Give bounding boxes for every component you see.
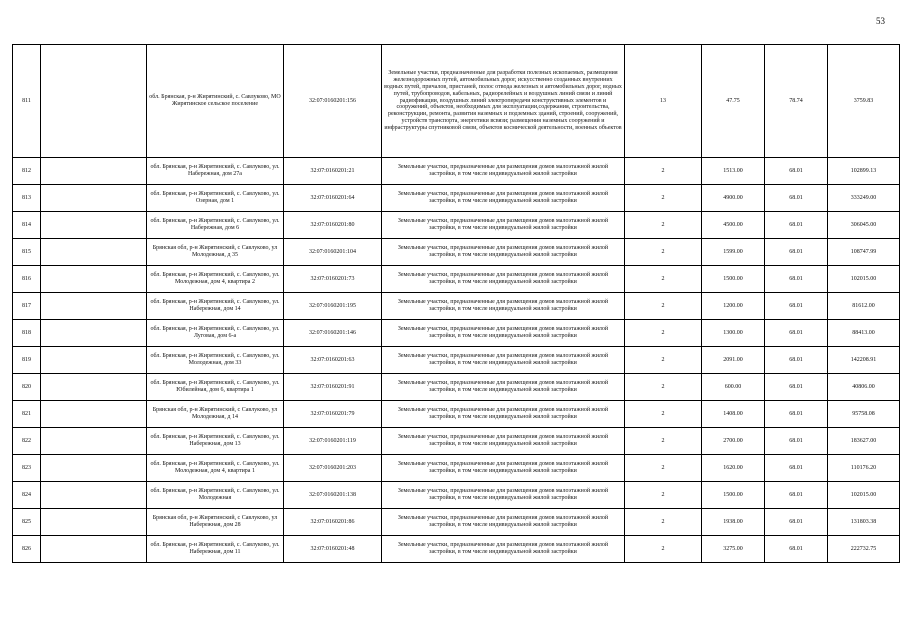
row-number-cell: 823 [13,455,41,482]
row-number-cell: 826 [13,536,41,563]
rate-cell: 68.01 [765,347,828,374]
land-use-cell: Земельные участки, предназначенные для размещения домов малоэтажной жилой застройки, в том числе индивидуальной жилой застройки [382,347,625,374]
cadastral-number-cell: 32:07:0160201:146 [284,320,382,347]
blank-cell [41,185,147,212]
table-row [13,212,900,239]
land-use-cell: Земельные участки, предназначенные для размещения домов малоэтажной жилой застройки, в том числе индивидуальной жилой застройки [382,509,625,536]
land-use-cell: Земельные участки, предназначенные для размещения домов малоэтажной жилой застройки, в том числе индивидуальной жилой застройки [382,158,625,185]
use-group-cell: 2 [625,185,702,212]
use-group-cell: 2 [625,320,702,347]
address-cell: обл. Брянская, р-н Жирятинский, с. Савлуково, ул. Молодежная, дом 4, квартира 1 [147,455,284,482]
cadastral-number-cell: 32:07:0160201:79 [284,401,382,428]
land-use-cell: Земельные участки, предназначенные для размещения домов малоэтажной жилой застройки, в том числе индивидуальной жилой застройки [382,293,625,320]
use-group-cell: 2 [625,455,702,482]
rate-cell: 68.01 [765,374,828,401]
area-cell: 1500.00 [702,482,765,509]
cadastral-number-cell: 32:07:0160201:119 [284,428,382,455]
blank-cell [41,482,147,509]
area-cell: 600.00 [702,374,765,401]
area-cell: 1500.00 [702,266,765,293]
row-number-cell: 811 [13,45,41,158]
blank-cell [41,374,147,401]
rate-cell: 68.01 [765,482,828,509]
cadastral-value-cell: 102899.13 [828,158,900,185]
cadastral-value-cell: 102015.00 [828,482,900,509]
land-use-cell: Земельные участки, предназначенные для разработки полезных ископаемых, размещения железнодорожных путей, автомобильных дорог, искусственно созданных внутренних водных путей, причалов, пристаней, полос отвода железных и автомобильных дорог, водных путей, трубопроводов, кабельных, радиорелейных и воздушных линий связи и линий радиофикации, воздушных линий электропередачи конструктивных элементов и сооружений, объектов, необходимых для эксплуатации,содержания, строительства, реконструкции, ремонта, развития наземных и подземных зданий, строений, сооружений, устройств транспорта, энергетики всвязи; размещения наземных сооружений и инфраструктуры спутниковой связи, объектов космической деятельности, военных объектов [382,45,625,158]
area-cell: 4900.00 [702,185,765,212]
land-use-cell: Земельные участки, предназначенные для размещения домов малоэтажной жилой застройки, в том числе индивидуальной жилой застройки [382,185,625,212]
row-number-cell: 814 [13,212,41,239]
blank-cell [41,509,147,536]
cadastral-number-cell: 32:07:0160201:64 [284,185,382,212]
cadastral-value-cell: 222732.75 [828,536,900,563]
row-number-cell: 821 [13,401,41,428]
land-use-cell: Земельные участки, предназначенные для размещения домов малоэтажной жилой застройки, в том числе индивидуальной жилой застройки [382,374,625,401]
area-cell: 47.75 [702,45,765,158]
use-group-cell: 2 [625,536,702,563]
land-use-cell: Земельные участки, предназначенные для размещения домов малоэтажной жилой застройки, в том числе индивидуальной жилой застройки [382,482,625,509]
land-use-cell: Земельные участки, предназначенные для размещения домов малоэтажной жилой застройки, в том числе индивидуальной жилой застройки [382,212,625,239]
cadastral-value-cell: 102015.00 [828,266,900,293]
use-group-cell: 2 [625,509,702,536]
address-cell: обл. Брянская, р-н Жирятинский, с. Савлуково, ул. Набережная, дом 27а [147,158,284,185]
blank-cell [41,212,147,239]
blank-cell [41,536,147,563]
rate-cell: 68.01 [765,239,828,266]
cadastral-value-cell: 306045.00 [828,212,900,239]
row-number-cell: 818 [13,320,41,347]
blank-cell [41,158,147,185]
rate-cell: 68.01 [765,185,828,212]
address-cell: обл. Брянская, р-н Жирятинский, с. Савлуково, ул. Набережная, дом 14 [147,293,284,320]
use-group-cell: 13 [625,45,702,158]
rate-cell: 68.01 [765,401,828,428]
land-use-cell: Земельные участки, предназначенные для размещения домов малоэтажной жилой застройки, в том числе индивидуальной жилой застройки [382,428,625,455]
use-group-cell: 2 [625,212,702,239]
blank-cell [41,320,147,347]
area-cell: 1513.00 [702,158,765,185]
cadastral-number-cell: 32:07:0160201:203 [284,455,382,482]
table-row [13,45,900,158]
table-row [13,293,900,320]
table-row [13,482,900,509]
address-cell: обл. Брянская, р-н Жирятинский, с. Савлуково, ул. Набережная, дом 13 [147,428,284,455]
blank-cell [41,293,147,320]
cadastral-value-cell: 183627.00 [828,428,900,455]
cadastral-number-cell: 32:07:0160201:86 [284,509,382,536]
area-cell: 2091.00 [702,347,765,374]
row-number-cell: 822 [13,428,41,455]
address-cell: обл. Брянская, р-н Жирятинский, с. Савлуково, ул. Озерная, дом 1 [147,185,284,212]
table-row [13,266,900,293]
address-cell: обл. Брянская, р-н Жирятинский, с. Савлуково, ул. Луговая, дом 6-а [147,320,284,347]
cadastral-number-cell: 32:07:0160201:91 [284,374,382,401]
cadastral-value-cell: 110176.20 [828,455,900,482]
cadastral-value-cell: 333249.00 [828,185,900,212]
table-row [13,374,900,401]
use-group-cell: 2 [625,158,702,185]
cadastral-number-cell: 32:07:0160201:73 [284,266,382,293]
land-use-cell: Земельные участки, предназначенные для размещения домов малоэтажной жилой застройки, в том числе индивидуальной жилой застройки [382,536,625,563]
area-cell: 1200.00 [702,293,765,320]
row-number-cell: 824 [13,482,41,509]
cadastral-number-cell: 32:07:0160201:104 [284,239,382,266]
land-use-cell: Земельные участки, предназначенные для размещения домов малоэтажной жилой застройки, в том числе индивидуальной жилой застройки [382,455,625,482]
rate-cell: 68.01 [765,536,828,563]
cadastral-number-cell: 32:07:0160201:63 [284,347,382,374]
row-number-cell: 813 [13,185,41,212]
table-row [13,536,900,563]
address-cell: обл. Брянская, р-н Жирятинский, с. Савлуково, ул. Молодежная, дом 4, квартира 2 [147,266,284,293]
table-row [13,185,900,212]
rate-cell: 68.01 [765,266,828,293]
cadastral-value-cell: 88413.00 [828,320,900,347]
rate-cell: 68.01 [765,320,828,347]
use-group-cell: 2 [625,293,702,320]
cadastral-value-cell: 40806.00 [828,374,900,401]
cadastral-number-cell: 32:07:0160201:156 [284,45,382,158]
address-cell: Брянская обл, р-н Жирятинский, с Савлуково, ул Молодежная, д 14 [147,401,284,428]
blank-cell [41,45,147,158]
rate-cell: 68.01 [765,455,828,482]
blank-cell [41,428,147,455]
rate-cell: 68.01 [765,158,828,185]
area-cell: 3275.00 [702,536,765,563]
address-cell: обл. Брянская, р-н Жирятинский, с. Савлуково, ул. Молодежная, дом 33 [147,347,284,374]
table-row [13,401,900,428]
blank-cell [41,266,147,293]
cadastral-value-cell: 131803.38 [828,509,900,536]
table-row [13,239,900,266]
table-row [13,347,900,374]
use-group-cell: 2 [625,347,702,374]
address-cell: обл. Брянская, р-н Жирятинский, с. Савлуково, ул. Молодежная [147,482,284,509]
table-row [13,455,900,482]
land-use-cell: Земельные участки, предназначенные для размещения домов малоэтажной жилой застройки, в том числе индивидуальной жилой застройки [382,239,625,266]
area-cell: 1300.00 [702,320,765,347]
blank-cell [41,401,147,428]
blank-cell [41,347,147,374]
use-group-cell: 2 [625,482,702,509]
cadastral-value-cell: 3759.83 [828,45,900,158]
row-number-cell: 825 [13,509,41,536]
area-cell: 1620.00 [702,455,765,482]
land-use-cell: Земельные участки, предназначенные для размещения домов малоэтажной жилой застройки, в том числе индивидуальной жилой застройки [382,320,625,347]
address-cell: обл. Брянская, р-н Жирятинский, с. Савлуково, ул. Набережная, дом 6 [147,212,284,239]
land-use-cell: Земельные участки, предназначенные для размещения домов малоэтажной жилой застройки, в том числе индивидуальной жилой застройки [382,266,625,293]
row-number-cell: 812 [13,158,41,185]
table-row [13,320,900,347]
cadastral-number-cell: 32:07:0160201:21 [284,158,382,185]
row-number-cell: 817 [13,293,41,320]
row-number-cell: 815 [13,239,41,266]
address-cell: Брянская обл, р-н Жирятинский, с Савлуково, ул Молодежная, д 35 [147,239,284,266]
row-number-cell: 820 [13,374,41,401]
table-row [13,428,900,455]
address-cell: обл. Брянская, р-н Жирятинский, с. Савлуково, ул. Набережная, дом 11 [147,536,284,563]
area-cell: 4500.00 [702,212,765,239]
table-row [13,158,900,185]
cadastral-value-cell: 81612.00 [828,293,900,320]
row-number-cell: 816 [13,266,41,293]
area-cell: 1938.00 [702,509,765,536]
cadastral-number-cell: 32:07:0160201:195 [284,293,382,320]
use-group-cell: 2 [625,266,702,293]
area-cell: 1408.00 [702,401,765,428]
rate-cell: 78.74 [765,45,828,158]
table-row [13,509,900,536]
table-body [13,45,900,563]
row-number-cell: 819 [13,347,41,374]
use-group-cell: 2 [625,428,702,455]
address-cell: обл. Брянская, р-н Жирятинский, с. Савлуково, ул. Юбилейная, дом 6, квартира 1 [147,374,284,401]
cadastral-value-cell: 142208.91 [828,347,900,374]
cadastral-value-cell: 108747.99 [828,239,900,266]
cadastral-number-cell: 32:07:0160201:80 [284,212,382,239]
address-cell: Брянская обл, р-н Жирятинский, с Савлуково, ул Набережная, дом 28 [147,509,284,536]
rate-cell: 68.01 [765,509,828,536]
cadastral-value-cell: 95758.08 [828,401,900,428]
area-cell: 2700.00 [702,428,765,455]
rate-cell: 68.01 [765,293,828,320]
address-cell: обл. Брянская, р-н Жирятинский, с. Савлуково, МО Жирятинское сельское поселение [147,45,284,158]
page-number: 53 [876,16,885,26]
use-group-cell: 2 [625,239,702,266]
use-group-cell: 2 [625,374,702,401]
land-registry-table [12,44,900,563]
rate-cell: 68.01 [765,212,828,239]
land-use-cell: Земельные участки, предназначенные для размещения домов малоэтажной жилой застройки, в том числе индивидуальной жилой застройки [382,401,625,428]
use-group-cell: 2 [625,401,702,428]
rate-cell: 68.01 [765,428,828,455]
cadastral-number-cell: 32:07:0160201:138 [284,482,382,509]
blank-cell [41,239,147,266]
cadastral-number-cell: 32:07:0160201:48 [284,536,382,563]
blank-cell [41,455,147,482]
area-cell: 1599.00 [702,239,765,266]
